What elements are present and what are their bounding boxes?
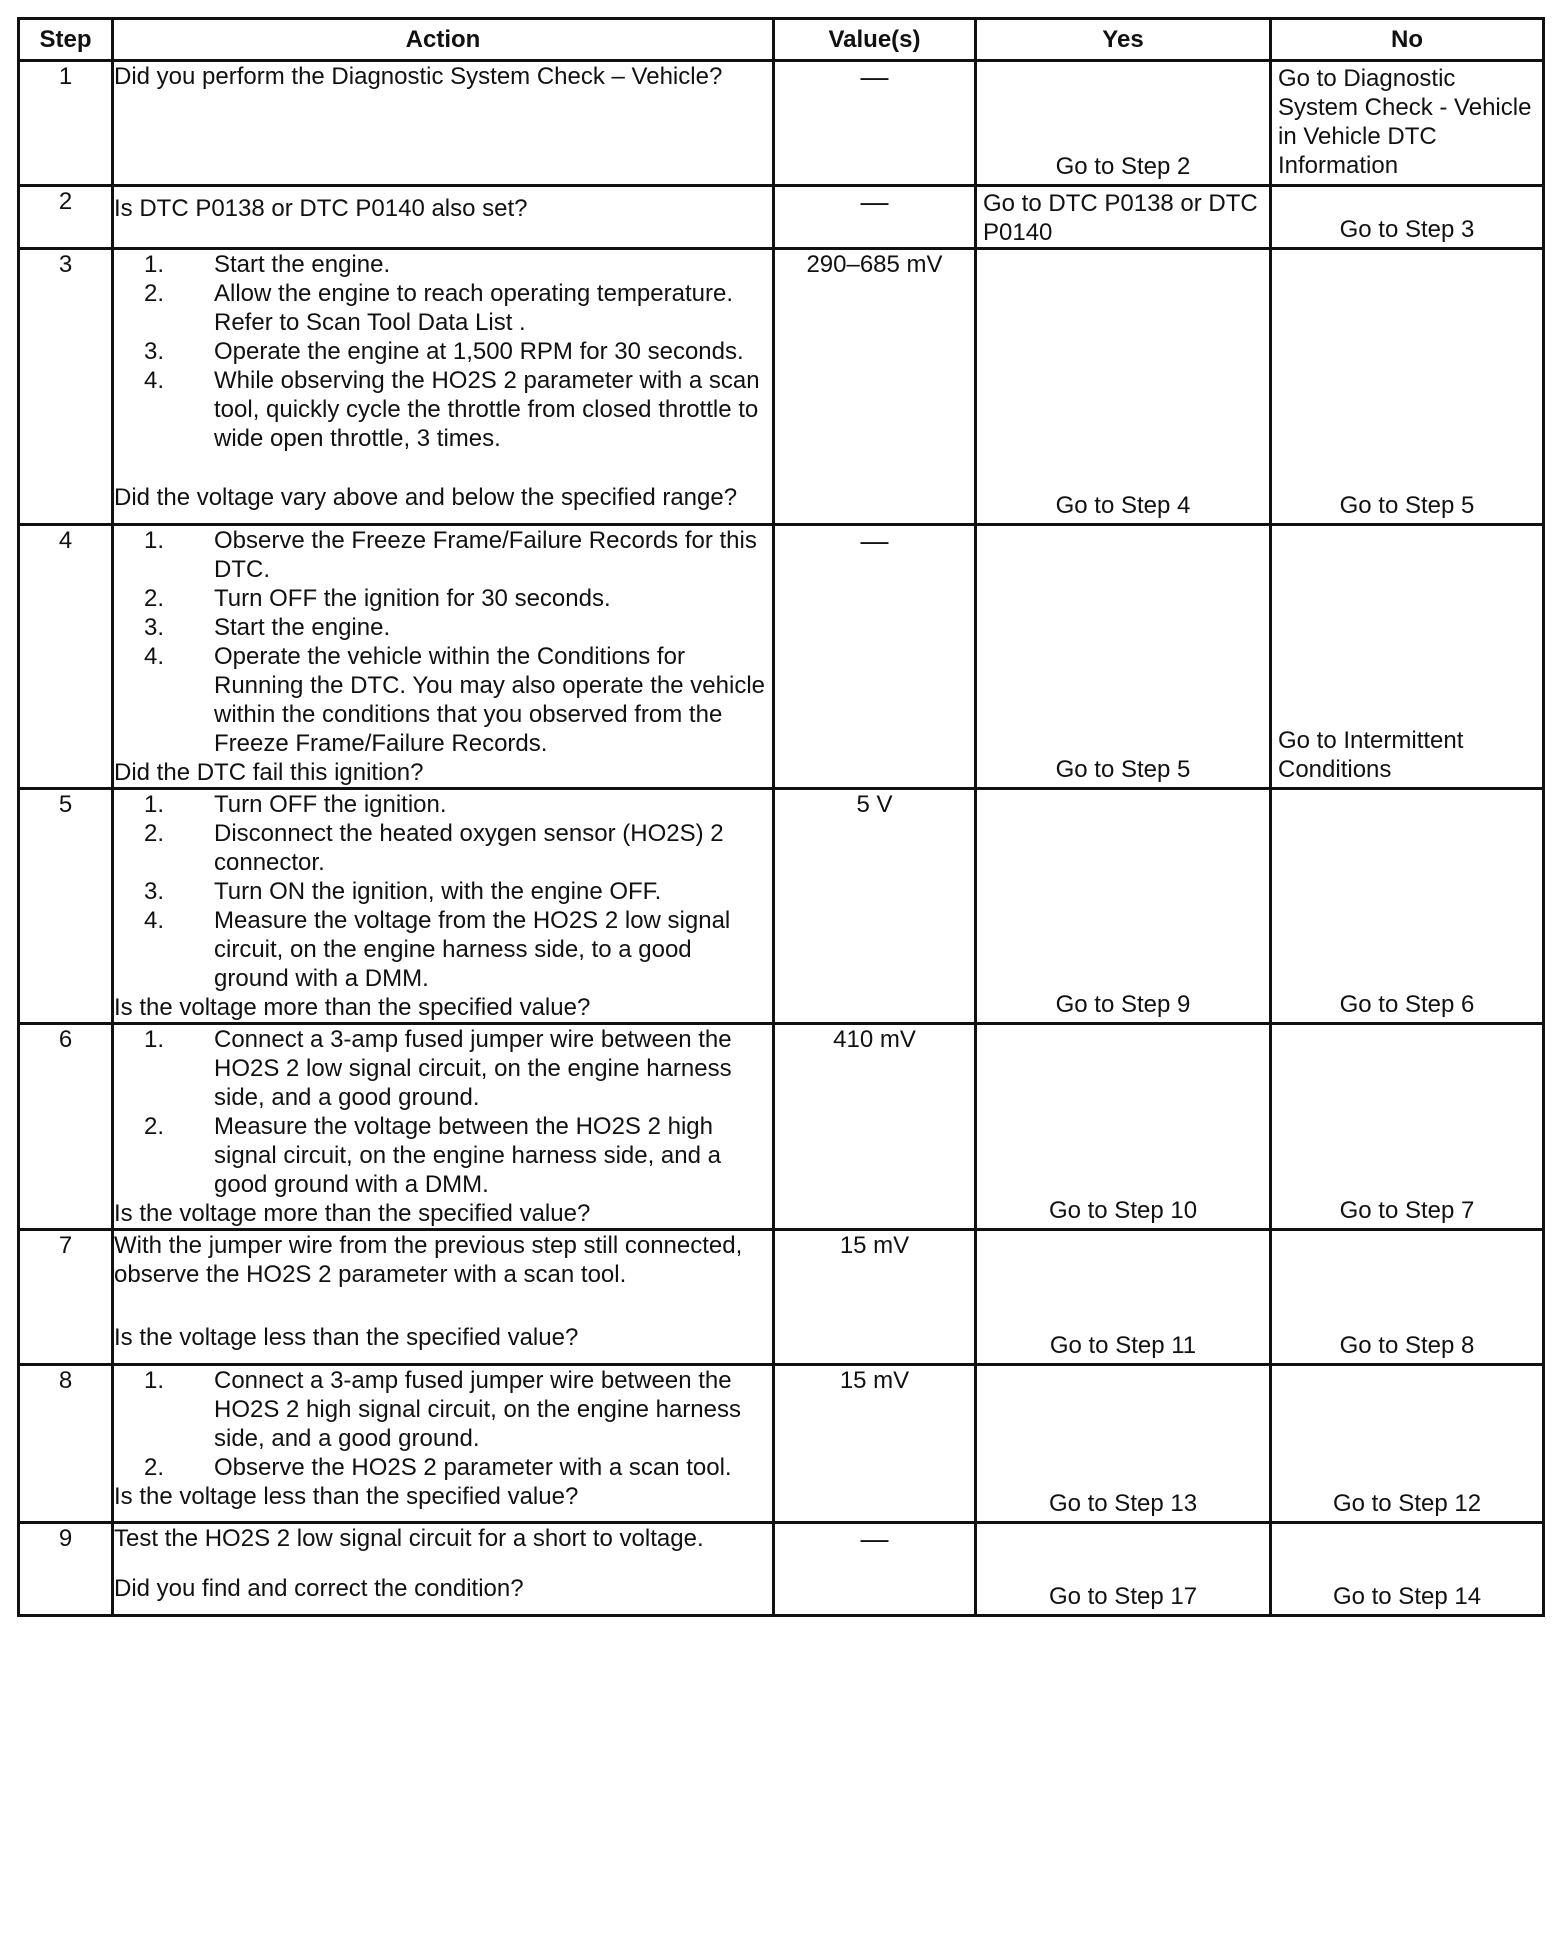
list-item-number: 3. xyxy=(143,878,164,905)
no-link[interactable]: Go to Step 8 xyxy=(1339,1332,1475,1359)
no-link[interactable]: Go to Step 12 xyxy=(1332,1490,1482,1517)
action-instruction: Test the HO2S 2 low signal circuit for a short to voltage. xyxy=(114,1525,704,1552)
yes-cell xyxy=(976,1024,1271,1230)
list-item-text: Measure the voltage between the HO2S 2 high signal circuit, on the engine harness side, and a good ground with a DMM. xyxy=(214,1113,721,1198)
value-cell: — xyxy=(774,186,976,249)
list-item xyxy=(114,337,772,366)
yes-link[interactable]: Go to Step 11 xyxy=(1049,1332,1197,1359)
step-number: 5 xyxy=(19,789,113,1024)
action-cell xyxy=(113,789,774,1024)
table-row xyxy=(19,1365,1544,1523)
action-cell xyxy=(113,249,774,525)
list-item xyxy=(114,906,772,993)
list-item-number: 1. xyxy=(143,1367,164,1394)
list-item-text: Start the engine. xyxy=(214,614,391,641)
step-number: 1 xyxy=(19,61,113,186)
no-link[interactable]: Go to Step 14 xyxy=(1332,1583,1482,1610)
action-step-list xyxy=(114,1366,772,1482)
list-item-number: 1. xyxy=(143,527,164,554)
list-item-text: Turn ON the ignition, with the engine OFF. xyxy=(214,878,662,905)
table-row xyxy=(19,1523,1544,1616)
yes-link[interactable]: Go to Step 5 xyxy=(1055,756,1191,783)
list-item-number: 2. xyxy=(143,1454,164,1481)
list-item-text: Turn OFF the ignition for 30 seconds. xyxy=(214,585,611,612)
list-item xyxy=(114,642,772,758)
table-row xyxy=(19,1230,1544,1365)
action-question: Is the voltage more than the specified value? xyxy=(114,994,591,1021)
action-instruction: With the jumper wire from the previous step still connected, observe the HO2S 2 parameter with a scan tool. xyxy=(114,1232,743,1288)
action-cell xyxy=(113,1230,774,1365)
diagnostic-table xyxy=(17,17,1545,1617)
step-number: 7 xyxy=(19,1230,113,1365)
yes-cell xyxy=(976,525,1271,789)
no-link[interactable]: Go to Step 6 xyxy=(1339,991,1475,1018)
action-step-list xyxy=(114,526,772,758)
list-item-text: Measure the voltage from the HO2S 2 low signal circuit, on the engine harness side, to a good ground with a DMM. xyxy=(214,907,731,992)
step-number: 4 xyxy=(19,525,113,789)
action-step-list xyxy=(114,790,772,993)
action-question: Is the voltage less than the specified value? xyxy=(114,1324,579,1351)
table-row xyxy=(19,186,1544,249)
list-item-text: Allow the engine to reach operating temperature. Refer to Scan Tool Data List . xyxy=(214,280,733,336)
action-question: Did the DTC fail this ignition? xyxy=(114,759,424,786)
no-cell xyxy=(1271,1230,1544,1365)
list-item-text: Disconnect the heated oxygen sensor (HO2S) 2 connector. xyxy=(214,820,724,876)
yes-link[interactable]: Go to Step 13 xyxy=(1048,1490,1198,1517)
header-values: Value(s) xyxy=(774,19,976,61)
header-action: Action xyxy=(113,19,774,61)
value-cell: — xyxy=(774,525,976,789)
value-cell: — xyxy=(774,1523,976,1616)
action-cell xyxy=(113,1365,774,1523)
yes-cell xyxy=(976,1523,1271,1616)
table-row xyxy=(19,61,1544,186)
list-item-number: 2. xyxy=(143,280,164,307)
yes-link[interactable]: Go to Step 17 xyxy=(1048,1583,1198,1610)
yes-link[interactable]: Go to DTC P0138 or DTC P0140 xyxy=(983,190,1258,246)
list-item-text: Turn OFF the ignition. xyxy=(214,791,447,818)
list-item-text: Observe the Freeze Frame/Failure Records for this DTC. xyxy=(214,527,757,583)
action-question: Is the voltage less than the specified value? xyxy=(114,1483,579,1510)
header-yes: Yes xyxy=(976,19,1271,61)
step-number: 2 xyxy=(19,186,113,249)
table-row xyxy=(19,1024,1544,1230)
yes-link[interactable]: Go to Step 9 xyxy=(1055,991,1191,1018)
no-link[interactable]: Go to Intermittent Conditions xyxy=(1278,727,1464,783)
list-item-text: Connect a 3-amp fused jumper wire between the HO2S 2 high signal circuit, on the engine harness side, and a good ground. xyxy=(214,1367,741,1452)
list-item xyxy=(114,613,772,642)
action-cell xyxy=(113,525,774,789)
list-item-text: Operate the engine at 1,500 RPM for 30 seconds. xyxy=(214,338,744,365)
list-item xyxy=(114,819,772,877)
list-item xyxy=(114,1025,772,1112)
yes-cell xyxy=(976,61,1271,186)
diagnostic-table-sheet xyxy=(17,17,1542,1617)
no-cell xyxy=(1271,525,1544,789)
no-link[interactable]: Go to Step 7 xyxy=(1339,1197,1475,1224)
list-item-text: Start the engine. xyxy=(214,251,391,278)
list-item-number: 1. xyxy=(143,791,164,818)
yes-link[interactable]: Go to Step 2 xyxy=(1055,153,1191,180)
yes-cell xyxy=(976,789,1271,1024)
no-link[interactable]: Go to Diagnostic System Check - Vehicle in Vehicle DTC Information xyxy=(1278,65,1532,179)
list-item-number: 2. xyxy=(143,585,164,612)
list-item-number: 1. xyxy=(143,251,164,278)
yes-cell xyxy=(976,1230,1271,1365)
action-question: Did you find and correct the condition? xyxy=(114,1575,524,1602)
list-item-number: 2. xyxy=(143,1113,164,1140)
step-number: 6 xyxy=(19,1024,113,1230)
no-cell xyxy=(1271,1523,1544,1616)
yes-cell xyxy=(976,1365,1271,1523)
list-item-number: 4. xyxy=(143,907,164,934)
value-cell: — xyxy=(774,61,976,186)
action-cell xyxy=(113,61,774,186)
no-link[interactable]: Go to Step 3 xyxy=(1339,216,1475,243)
value-cell: 15 mV xyxy=(774,1230,976,1365)
list-item xyxy=(114,366,772,453)
list-item-text: Observe the HO2S 2 parameter with a scan tool. xyxy=(214,1454,732,1481)
list-item-number: 3. xyxy=(143,614,164,641)
list-item-number: 3. xyxy=(143,338,164,365)
header-step: Step xyxy=(19,19,113,61)
list-item-number: 4. xyxy=(143,643,164,670)
action-question: Did the voltage vary above and below the specified range? xyxy=(114,484,738,511)
list-item-number: 2. xyxy=(143,820,164,847)
list-item-text: Connect a 3-amp fused jumper wire between the HO2S 2 low signal circuit, on the engine harness side, and a good ground. xyxy=(214,1026,732,1111)
list-item-text: Operate the vehicle within the Conditions for Running the DTC. You may also operate the vehicle within the conditions that you observed from the Freeze Frame/Failure Records. xyxy=(214,643,766,757)
value-cell: 5 V xyxy=(774,789,976,1024)
action-question: Is the voltage more than the specified value? xyxy=(114,1200,591,1227)
list-item xyxy=(114,877,772,906)
no-cell xyxy=(1271,61,1544,186)
action-cell xyxy=(113,186,774,249)
header-no: No xyxy=(1271,19,1544,61)
header-row xyxy=(19,19,1544,61)
no-link[interactable]: Go to Step 5 xyxy=(1339,492,1475,519)
no-cell xyxy=(1271,789,1544,1024)
yes-cell xyxy=(976,186,1271,249)
value-cell: 290–685 mV xyxy=(774,249,976,525)
action-step-list xyxy=(114,1025,772,1199)
no-cell xyxy=(1271,186,1544,249)
action-instruction: Did you perform the Diagnostic System Check – Vehicle? xyxy=(114,63,723,90)
list-item-number: 1. xyxy=(143,1026,164,1053)
value-cell: 410 mV xyxy=(774,1024,976,1230)
table-row xyxy=(19,249,1544,525)
list-item xyxy=(114,790,772,819)
step-number: 3 xyxy=(19,249,113,525)
list-item xyxy=(114,279,772,337)
list-item xyxy=(114,250,772,279)
yes-cell xyxy=(976,249,1271,525)
list-item-text: While observing the HO2S 2 parameter with a scan tool, quickly cycle the throttle from closed throttle to wide open throttle, 3 times. xyxy=(214,367,760,452)
no-cell xyxy=(1271,1024,1544,1230)
list-item xyxy=(114,1453,772,1482)
yes-link[interactable]: Go to Step 4 xyxy=(1055,492,1191,519)
list-item xyxy=(114,1112,772,1199)
value-cell: 15 mV xyxy=(774,1365,976,1523)
action-question: Is DTC P0138 or DTC P0140 also set? xyxy=(114,194,528,222)
action-cell xyxy=(113,1024,774,1230)
step-number: 8 xyxy=(19,1365,113,1523)
table-row xyxy=(19,789,1544,1024)
list-item-number: 4. xyxy=(143,367,164,394)
step-number: 9 xyxy=(19,1523,113,1616)
list-item xyxy=(114,584,772,613)
table-row xyxy=(19,525,1544,789)
no-cell xyxy=(1271,249,1544,525)
action-cell xyxy=(113,1523,774,1616)
yes-link[interactable]: Go to Step 10 xyxy=(1048,1197,1198,1224)
action-step-list xyxy=(114,250,772,453)
list-item xyxy=(114,526,772,584)
no-cell xyxy=(1271,1365,1544,1523)
list-item xyxy=(114,1366,772,1453)
